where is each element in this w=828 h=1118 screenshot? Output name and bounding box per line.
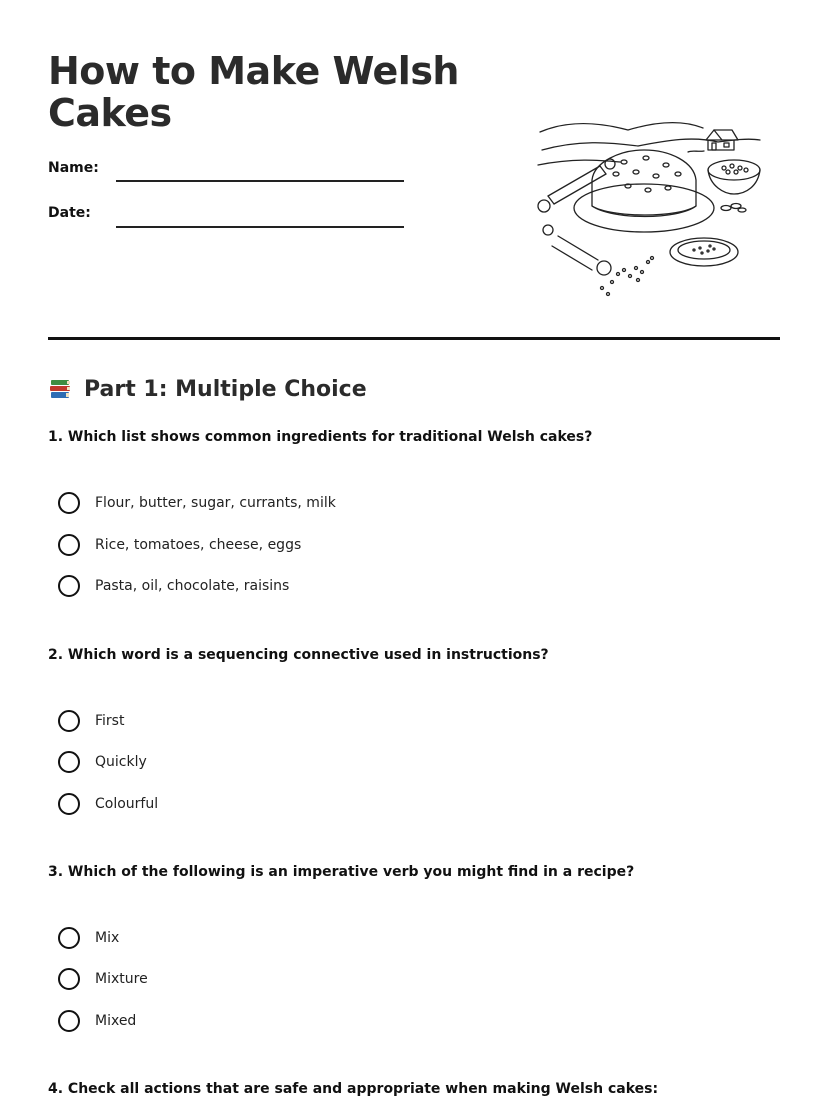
option-label: Mixed (95, 1013, 137, 1029)
option-label: Colourful (95, 796, 159, 812)
name-field[interactable] (116, 180, 404, 182)
q3-option-2[interactable] (58, 967, 148, 991)
q1-option-1[interactable] (58, 491, 336, 515)
radio-button[interactable] (58, 793, 80, 815)
option-label: First (95, 713, 125, 729)
radio-button[interactable] (58, 927, 80, 949)
option-label: Mix (95, 930, 120, 946)
option-label: Flour, butter, sugar, currants, milk (95, 495, 336, 511)
date-label: Date: (48, 205, 91, 221)
section-divider (48, 337, 780, 340)
question-2: 2. Which word is a sequencing connective used in instructions? (48, 647, 549, 663)
radio-button[interactable] (58, 751, 80, 773)
books-icon (48, 376, 74, 402)
q2-option-2[interactable] (58, 750, 147, 774)
q2-option-1[interactable] (58, 709, 124, 733)
q1-option-2[interactable] (58, 533, 301, 557)
radio-button[interactable] (58, 492, 80, 514)
q3-option-1[interactable] (58, 926, 119, 950)
name-label: Name: (48, 160, 99, 176)
worksheet-title: How to Make Welsh Cakes (48, 49, 459, 135)
q3-option-3[interactable] (58, 1009, 136, 1033)
option-label: Mixture (95, 971, 148, 987)
q1-option-3[interactable] (58, 574, 289, 598)
option-label: Rice, tomatoes, cheese, eggs (95, 537, 302, 553)
question-4: 4. Check all actions that are safe and appropriate when making Welsh cakes: (48, 1081, 659, 1097)
question-3: 3. Which of the following is an imperative verb you might find in a recipe? (48, 864, 635, 880)
option-label: Pasta, oil, chocolate, raisins (95, 578, 290, 594)
welsh-cakes-illustration (528, 110, 768, 300)
radio-button[interactable] (58, 968, 80, 990)
radio-button[interactable] (58, 710, 80, 732)
radio-button[interactable] (58, 575, 80, 597)
part1-heading-text: Part 1: Multiple Choice (84, 376, 367, 402)
q2-option-3[interactable] (58, 792, 158, 816)
date-field[interactable] (116, 226, 404, 228)
option-label: Quickly (95, 754, 147, 770)
radio-button[interactable] (58, 534, 80, 556)
question-1: 1. Which list shows common ingredients for traditional Welsh cakes? (48, 429, 593, 445)
part1-heading (48, 374, 367, 404)
radio-button[interactable] (58, 1010, 80, 1032)
